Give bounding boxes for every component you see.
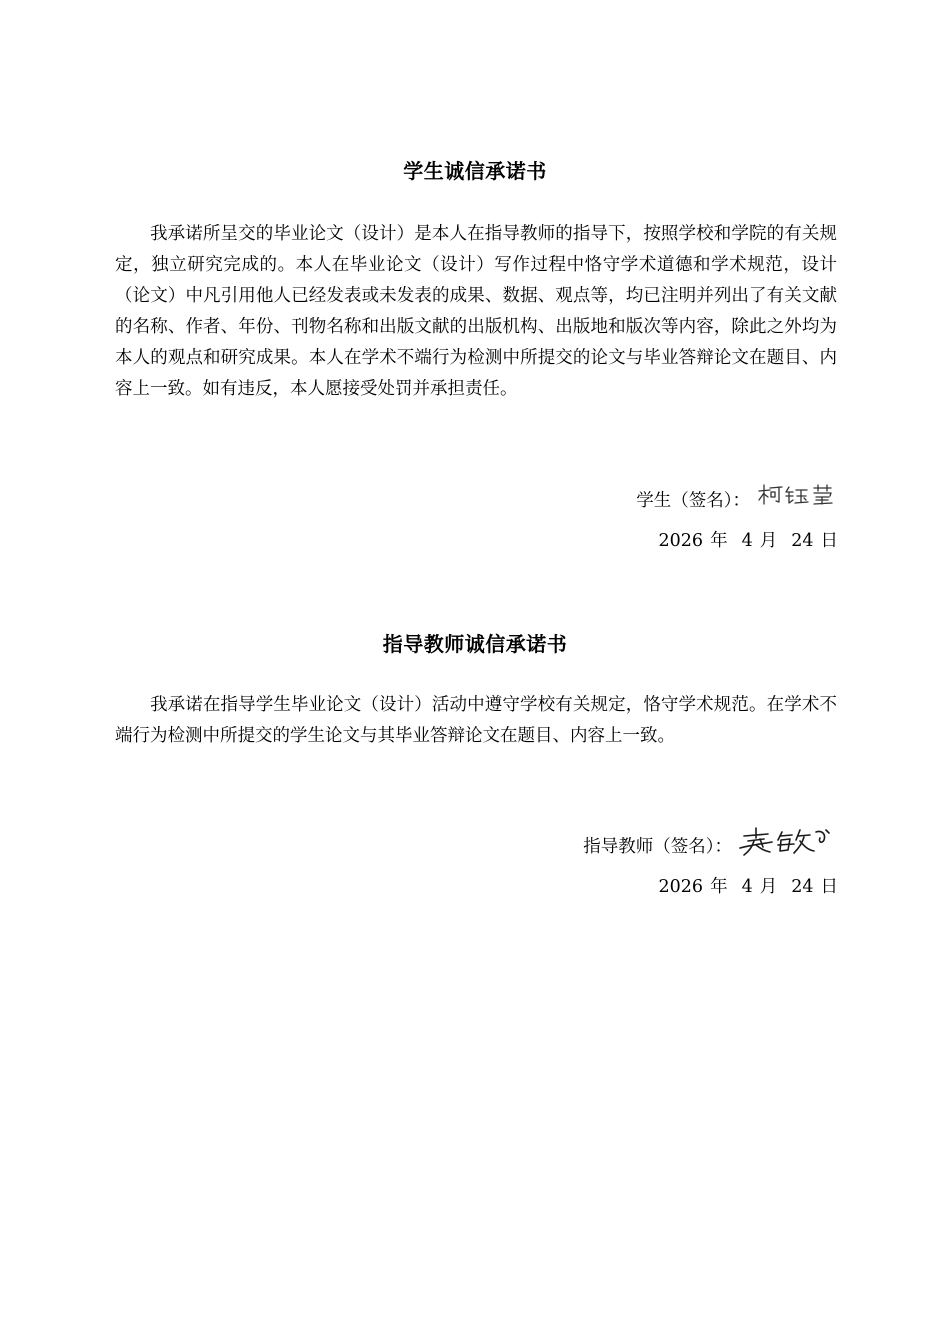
student-date-month-unit: 月 [759, 531, 778, 551]
student-date-day: 24 [791, 531, 814, 551]
teacher-date-month: 4 [741, 877, 753, 897]
teacher-date-month-unit: 月 [759, 877, 778, 897]
student-date [659, 527, 838, 552]
teacher-signature-line [583, 824, 838, 858]
student-pledge-body: 我承诺所呈交的毕业论文（设计）是本人在指导教师的指导下，按照学校和学院的有关规定，独立研究完成的。本人在毕业论文（设计）写作过程中恪守学术道德和学术规范，设计（论文）中凡引用他人已经发表或未发表的成果、数据、观点等，均已注明并列出了有关文献的名称、作者、年份、刊物名称和出版文献的出版机构、出版地和版次等内容，除此之外均为本人的观点和研究成果。本人在学术不端行为检测中所提交的论文与毕业答辩论文在题目、内容上一致。如有违反，本人愿接受处罚并承担责任。 [115, 224, 837, 399]
student-date-year-unit: 年 [710, 531, 728, 551]
student-handwritten-signature [756, 482, 838, 512]
teacher-date [659, 873, 838, 898]
student-pledge-title: 学生诚信承诺书 [403, 159, 547, 183]
teacher-date-day: 24 [791, 877, 814, 897]
student-date-month: 4 [741, 531, 753, 551]
student-signature-line [636, 482, 838, 512]
teacher-date-year: 2026 [658, 877, 704, 897]
teacher-signature-label: 指导教师（签名）： [583, 837, 732, 857]
student-date-year: 2026 [658, 531, 704, 551]
teacher-pledge-title: 指导教师诚信承诺书 [382, 632, 568, 656]
teacher-pledge-body: 我承诺在指导学生毕业论文（设计）活动中遵守学校有关规定，恪守学术规范。在学术不端行为检测中所提交的学生论文与其毕业答辩论文在题目、内容上一致。 [115, 695, 837, 746]
student-date-day-unit: 日 [820, 531, 838, 551]
teacher-date-day-unit: 日 [820, 877, 838, 897]
student-signature-label: 学生（签名）： [636, 491, 750, 511]
teacher-handwritten-signature [738, 824, 838, 858]
teacher-date-year-unit: 年 [710, 877, 728, 897]
